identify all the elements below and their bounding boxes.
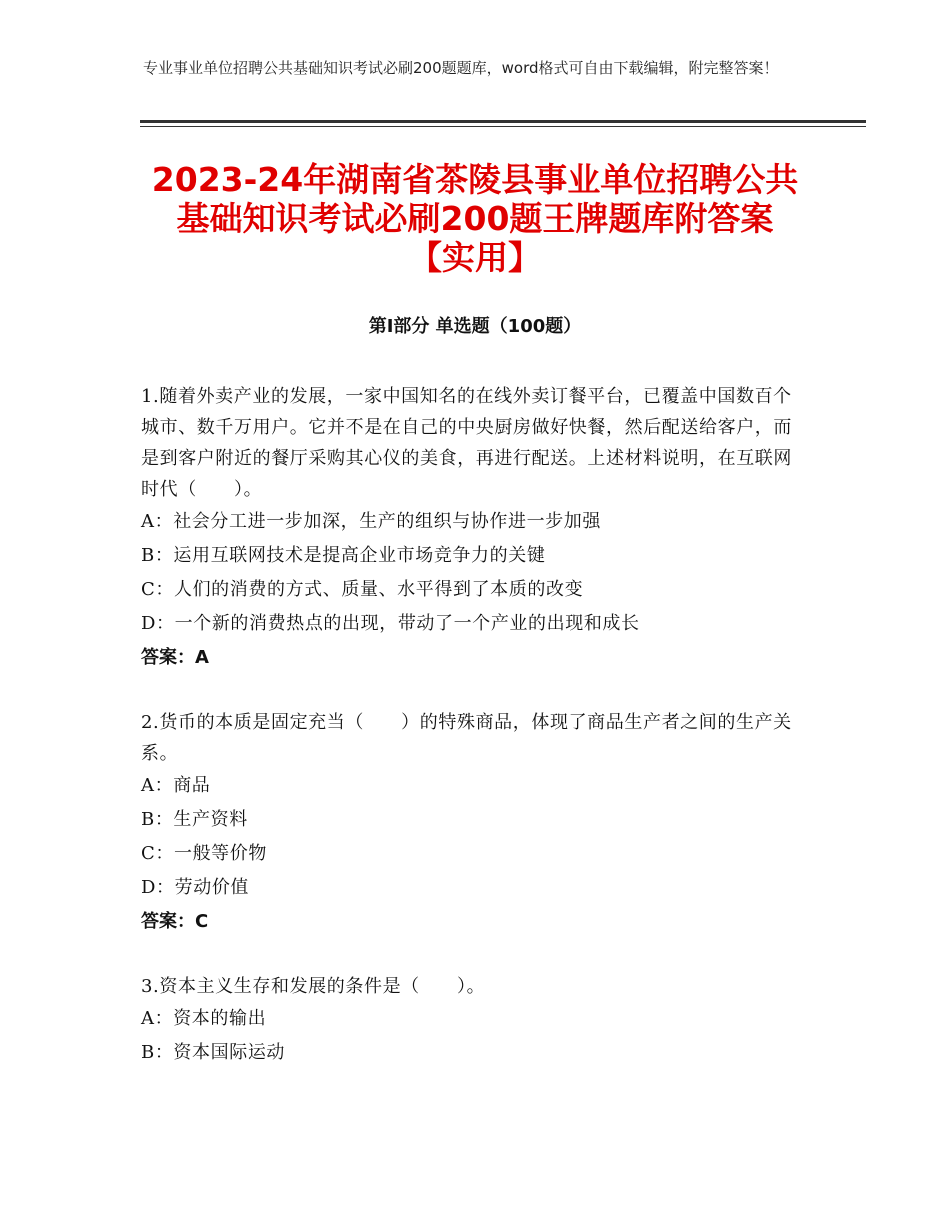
answer [141, 641, 806, 675]
title-line-1: 2023-24年湖南省茶陵县事业单位招聘公共 [151, 160, 799, 199]
answer-value: C [195, 911, 209, 932]
option-a: A：资本的输出 [141, 1008, 267, 1029]
question-1 [141, 381, 806, 675]
answer [141, 905, 806, 939]
question-stem: 1.随着外卖产业的发展，一家中国知名的在线外卖订餐平台，已覆盖中国数百个城市、数千万用户。它并不是在自己的中央厨房做好快餐，然后配送给客户，而是到客户附近的餐厅采购其心仪的美食，再进行配送。上述材料说明，在互联网时代（ ）。 [141, 386, 792, 500]
option-d: D：一个新的消费热点的出现，带动了一个产业的出现和成长 [141, 613, 640, 634]
title-line-2: 基础知识考试必刷200题王牌题库附答案 [176, 199, 774, 238]
title-line-3: 【实用】 [409, 238, 541, 277]
question-2 [141, 707, 806, 939]
option-b: B：运用互联网技术是提高企业市场竞争力的关键 [141, 545, 546, 566]
header-divider-thin [140, 126, 866, 127]
section-title: 第Ⅰ部分 单选题（100题） [368, 316, 582, 337]
answer-value: A [195, 647, 209, 668]
option-b: B：生产资料 [141, 809, 248, 830]
document-title [100, 160, 850, 277]
option-c: C：人们的消费的方式、质量、水平得到了本质的改变 [141, 579, 584, 600]
answer-label: 答案： [141, 911, 195, 932]
option-b: B：资本国际运动 [141, 1042, 286, 1063]
question-3 [141, 971, 806, 1070]
header-divider-thick [140, 120, 866, 123]
option-d: D：劳动价值 [141, 877, 250, 898]
option-a: A：社会分工进一步加深，生产的组织与协作进一步加强 [141, 511, 601, 532]
option-c: C：一般等价物 [141, 843, 267, 864]
header-note: 专业事业单位招聘公共基础知识考试必刷200题题库，word格式可自由下载编辑，附完整答案！ [143, 59, 779, 77]
option-a: A：商品 [141, 775, 211, 796]
question-stem: 3.资本主义生存和发展的条件是（ ）。 [141, 976, 486, 997]
question-list [141, 381, 806, 1102]
answer-label: 答案： [141, 647, 195, 668]
question-stem: 2.货币的本质是固定充当（ ）的特殊商品，体现了商品生产者之间的生产关系。 [141, 712, 792, 764]
